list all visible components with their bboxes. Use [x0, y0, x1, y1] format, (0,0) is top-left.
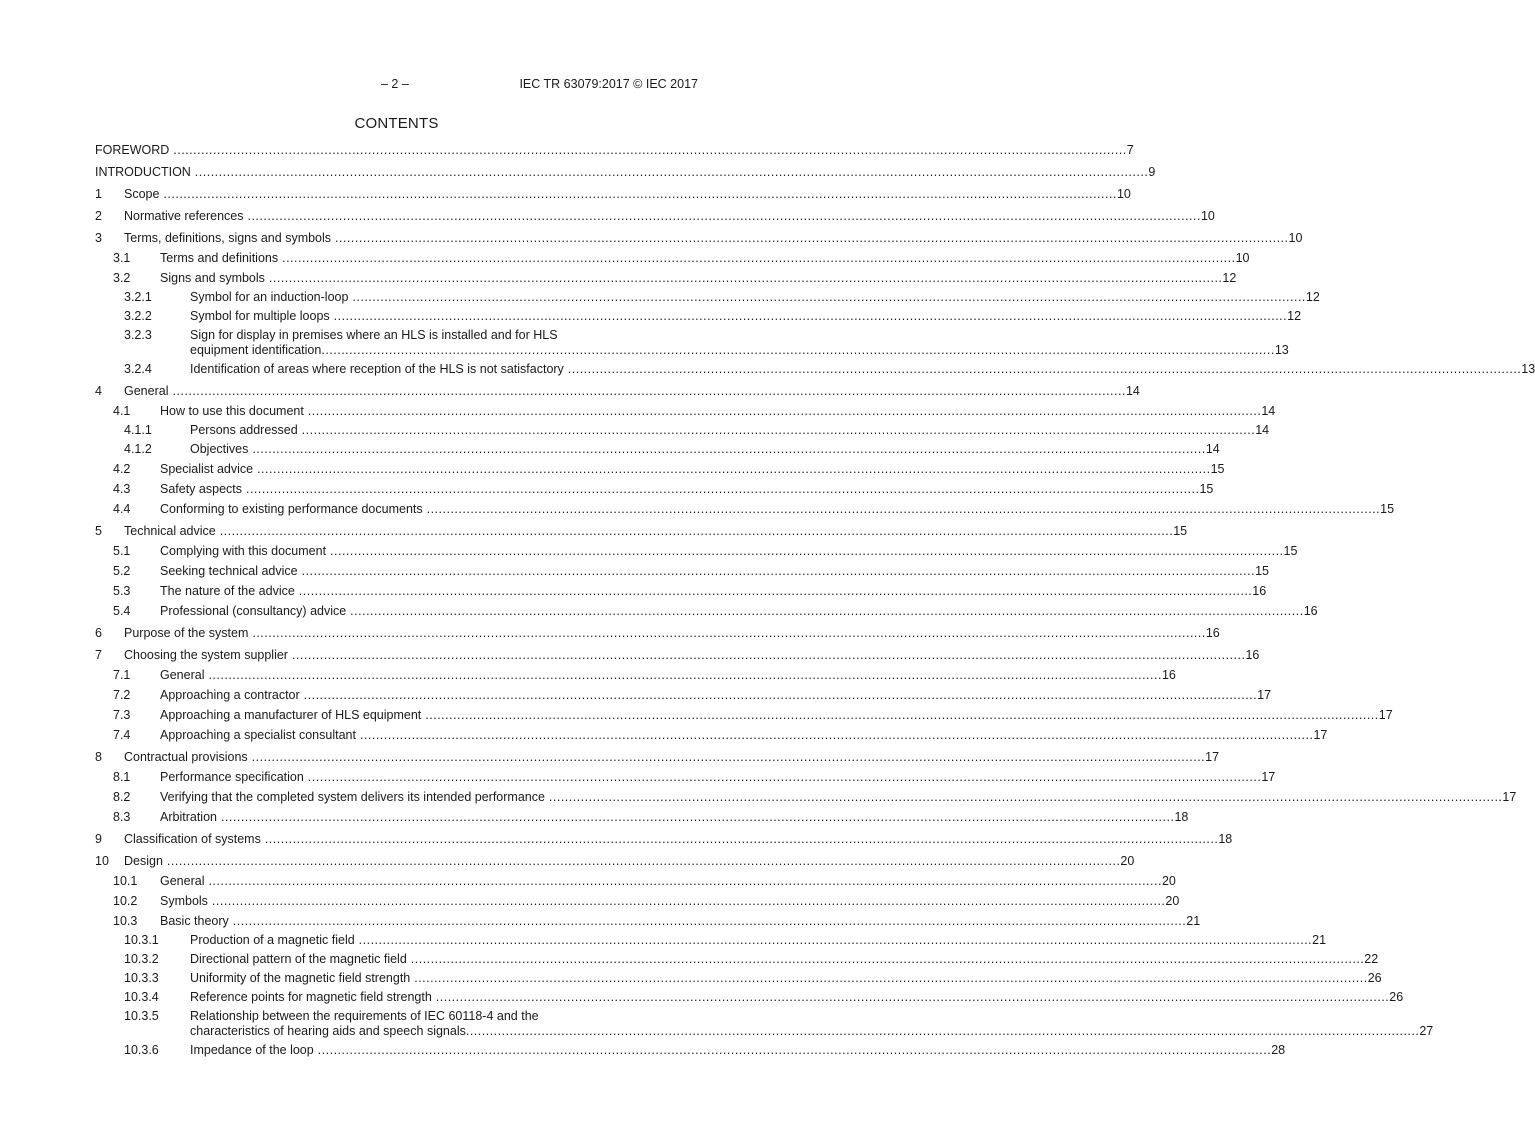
toc-entry-number: 10.3.3 [124, 971, 159, 985]
toc-entry[interactable] [95, 894, 1180, 909]
toc-entry-title[interactable] [190, 328, 1275, 358]
toc-entry-number: 7 [95, 648, 102, 662]
toc-entry[interactable] [95, 832, 1233, 847]
toc-entry-page: 27 [1419, 1024, 1434, 1038]
toc-entry-title-text: Normative references [124, 209, 244, 223]
toc-entry-title-text: Purpose of the system [124, 626, 249, 640]
toc-entry[interactable] [95, 626, 1220, 641]
toc-entry-title-text: Seeking technical advice [160, 564, 298, 578]
toc-entry-page: 17 [1378, 708, 1393, 722]
page-title: CONTENTS [354, 115, 439, 132]
toc-entry-title[interactable] [190, 971, 1368, 986]
toc-entry-title-text: Professional (consultancy) advice [160, 604, 347, 618]
toc-entry-number: 4 [95, 384, 102, 398]
toc-entry-title-text: Safety aspects [160, 482, 242, 496]
toc-entry-page: 26 [1389, 990, 1404, 1004]
toc-entry[interactable] [95, 209, 1215, 224]
toc-entry-number: 6 [95, 626, 102, 640]
toc-entry-title[interactable] [160, 894, 1165, 909]
toc-entry-page: 16 [1161, 668, 1176, 682]
toc-entry-title[interactable] [160, 544, 1284, 559]
toc-entry-title-text: Choosing the system supplier [124, 648, 288, 662]
toc-entry-title[interactable] [160, 728, 1313, 743]
toc-entry-page: 14 [1125, 384, 1140, 398]
toc-entry-number: 10.3.5 [124, 1009, 159, 1023]
toc-entry-title[interactable] [95, 143, 1127, 158]
toc-entry-title[interactable] [124, 187, 1117, 202]
toc-entry-number: 10.3.1 [124, 933, 159, 947]
toc-entry-title[interactable] [95, 165, 1148, 180]
toc-entry-title[interactable] [190, 933, 1312, 948]
toc-entry-title[interactable] [160, 688, 1257, 703]
toc-entry-number: 10.3 [113, 914, 138, 928]
toc-entry-number: 3.1 [113, 251, 131, 265]
toc-entry-title-text: Design [124, 854, 163, 868]
toc-entry[interactable] [95, 933, 1327, 948]
toc-entry-number: 10 [95, 854, 109, 868]
toc-entry-number: 10.2 [113, 894, 138, 908]
toc-entry-title-text: Contractual provisions [124, 750, 248, 764]
toc-entry-title-text: Verifying that the completed system delivers its intended performance [160, 790, 545, 804]
toc-entry-page: 17 [1313, 728, 1328, 742]
toc-entry-title[interactable] [190, 290, 1306, 305]
document-id: IEC TR 63079:2017 © IEC 2017 [519, 77, 698, 91]
toc-entry-number: 4.1.2 [124, 442, 152, 456]
toc-entry-number: 5 [95, 524, 102, 538]
toc-entry-page: 15 [1210, 462, 1225, 476]
toc-entry-title[interactable] [190, 1009, 1419, 1039]
toc-entry[interactable] [95, 462, 1225, 477]
toc-entry-page: 10 [1235, 251, 1250, 265]
toc-entry[interactable] [95, 854, 1135, 869]
toc-entry-number: 8.2 [113, 790, 131, 804]
toc-entry[interactable] [95, 728, 1328, 743]
toc-entry-title[interactable] [160, 482, 1199, 497]
toc-entry-number: 9 [95, 832, 102, 846]
toc-entry-page: 15 [1199, 482, 1214, 496]
toc-entry-page: 20 [1120, 854, 1135, 868]
toc-entry-page: 20 [1161, 874, 1176, 888]
toc-entry-title[interactable] [190, 362, 1521, 377]
toc-entry-page: 17 [1261, 770, 1276, 784]
toc-entry-number: 7.2 [113, 688, 131, 702]
toc-entry-page: 14 [1255, 423, 1270, 437]
toc-entry-title[interactable] [160, 668, 1162, 683]
toc-entry-number: 4.4 [113, 502, 131, 516]
toc-entry-page: 17 [1257, 688, 1272, 702]
toc-entry-number: 3 [95, 231, 102, 245]
toc-entry[interactable] [95, 952, 1379, 967]
toc-entry-title-text: Approaching a contractor [160, 688, 300, 702]
toc-entry-title-text: Conforming to existing performance documents [160, 502, 423, 516]
toc-entry-title-text: Identification of areas where reception of the HLS is not satisfactory [190, 362, 564, 376]
toc-entry-title[interactable] [190, 423, 1255, 438]
toc-entry-title[interactable] [124, 524, 1173, 539]
toc-entry[interactable] [95, 648, 1260, 663]
toc-entry-page: 17 [1205, 750, 1220, 764]
toc-entry-number: 3.2.3 [124, 328, 152, 342]
toc-entry[interactable] [95, 328, 1289, 358]
toc-entry-title-text: How to use this document [160, 404, 304, 418]
toc-entry-title-text: Objectives [190, 442, 249, 456]
toc-entry-title-text: Reference points for magnetic field strength [190, 990, 432, 1004]
toc-entry-title-line2: equipment identification [190, 343, 322, 357]
toc-entry-number: 7.4 [113, 728, 131, 742]
toc-entry-page: 12 [1305, 290, 1320, 304]
toc-entry-number: 5.3 [113, 584, 131, 598]
toc-entry-title-text: General [124, 384, 169, 398]
toc-entry-title-text: Technical advice [124, 524, 216, 538]
toc-entry-page: 13 [1274, 343, 1289, 357]
toc-entry-title-line2: characteristics of hearing aids and speech signals [190, 1024, 466, 1038]
toc-entry-number: 8 [95, 750, 102, 764]
toc-entry-title[interactable] [160, 502, 1380, 517]
toc-entry[interactable] [95, 271, 1237, 286]
toc-entry-number: 10.3.4 [124, 990, 159, 1004]
dot-leader [321, 343, 1275, 358]
toc-entry-title-text: Symbols [160, 894, 208, 908]
toc-entry-number: 4.3 [113, 482, 131, 496]
toc-entry-title[interactable] [160, 404, 1261, 419]
toc-entry-page: 12 [1222, 271, 1237, 285]
toc-entry[interactable] [95, 810, 1189, 825]
toc-entry[interactable] [95, 708, 1393, 723]
toc-entry-page: 14 [1205, 442, 1220, 456]
toc-entry-title-text: Symbol for multiple loops [190, 309, 330, 323]
toc-entry-title[interactable] [124, 854, 1120, 869]
toc-entry-page: 12 [1287, 309, 1302, 323]
toc-entry[interactable] [95, 309, 1302, 324]
toc-entry-title[interactable] [124, 626, 1206, 641]
toc-entry-page: 9 [1148, 165, 1156, 179]
toc-entry[interactable] [95, 990, 1404, 1005]
toc-entry[interactable] [95, 502, 1395, 517]
toc-entry-page: 10 [1116, 187, 1131, 201]
toc-entry-title[interactable] [160, 584, 1252, 599]
page-number: – 2 – [381, 77, 409, 91]
toc-entry-page: 10 [1288, 231, 1303, 245]
toc-entry[interactable] [95, 688, 1272, 703]
toc-entry[interactable] [95, 971, 1382, 986]
table-of-contents [95, 143, 1535, 1058]
toc-entry-title-text: Persons addressed [190, 423, 298, 437]
toc-entry-title[interactable] [124, 209, 1201, 224]
toc-entry-page: 26 [1367, 971, 1382, 985]
toc-entry-title-text: Complying with this document [160, 544, 327, 558]
toc-entry-number: 3.2.4 [124, 362, 152, 376]
toc-entry-title-text: FOREWORD [95, 143, 170, 157]
toc-entry-page: 10 [1200, 209, 1215, 223]
toc-entry-title-text: Terms and definitions [160, 251, 279, 265]
toc-entry-title-text: General [160, 874, 205, 888]
toc-entry-title[interactable] [124, 832, 1218, 847]
toc-entry-title-text: Uniformity of the magnetic field strength [190, 971, 411, 985]
toc-entry-number: 5.2 [113, 564, 131, 578]
toc-entry-page: 14 [1261, 404, 1276, 418]
toc-entry[interactable] [95, 584, 1267, 599]
toc-entry[interactable] [95, 187, 1131, 202]
toc-entry[interactable] [95, 404, 1276, 419]
toc-entry-number: 3.2 [113, 271, 131, 285]
dot-leader [466, 1024, 1420, 1039]
toc-entry[interactable] [95, 1043, 1286, 1058]
toc-entry-title-text: Approaching a specialist consultant [160, 728, 356, 742]
toc-entry[interactable] [95, 165, 1156, 180]
toc-entry-title-text: Impedance of the loop [190, 1043, 314, 1057]
toc-entry-page: 15 [1255, 564, 1269, 578]
toc-entry-page: 16 [1205, 626, 1220, 640]
toc-entry-number: 3.2.2 [124, 309, 152, 323]
toc-entry-title[interactable] [160, 564, 1255, 579]
toc-entry-title[interactable] [160, 462, 1211, 477]
toc-entry[interactable] [95, 251, 1250, 266]
toc-entry-number: 4.1.1 [124, 423, 152, 437]
toc-entry-title[interactable] [160, 770, 1261, 785]
toc-entry-number: 7.3 [113, 708, 131, 722]
toc-entry-title[interactable] [124, 648, 1245, 663]
toc-entry-title-line1: Sign for display in premises where an HLS is installed and for HLS [190, 328, 558, 342]
toc-entry-title-text: Scope [124, 187, 160, 201]
toc-entry-title[interactable] [160, 790, 1502, 805]
toc-entry[interactable] [95, 874, 1176, 889]
toc-entry-number: 10.1 [113, 874, 138, 888]
toc-entry-page: 28 [1271, 1043, 1286, 1057]
toc-entry-title-text: Production of a magnetic field [190, 933, 355, 947]
toc-entry[interactable] [95, 544, 1298, 559]
toc-entry-title[interactable] [160, 914, 1186, 929]
toc-entry[interactable] [95, 231, 1303, 246]
toc-entry-number: 2 [95, 209, 102, 223]
toc-entry-number: 8.3 [113, 810, 131, 824]
toc-entry-title[interactable] [124, 750, 1205, 765]
toc-entry-title[interactable] [160, 271, 1222, 286]
toc-entry[interactable] [95, 564, 1269, 579]
toc-entry-page: 15 [1173, 524, 1188, 538]
toc-entry-number: 3.2.1 [124, 290, 152, 304]
toc-entry-page: 18 [1174, 810, 1189, 824]
toc-entry-number: 4.2 [113, 462, 131, 476]
toc-entry[interactable] [95, 750, 1220, 765]
toc-entry[interactable] [95, 524, 1188, 539]
toc-entry-page: 7 [1126, 143, 1134, 157]
toc-entry-page: 16 [1245, 648, 1260, 662]
toc-entry-title[interactable] [190, 309, 1287, 324]
toc-entry-title-text: Signs and symbols [160, 271, 265, 285]
toc-entry-page: 16 [1252, 584, 1267, 598]
toc-entry-title[interactable] [190, 442, 1206, 457]
toc-entry-page: 21 [1312, 933, 1327, 947]
toc-entry[interactable] [95, 790, 1517, 805]
toc-entry-page: 22 [1364, 952, 1379, 966]
toc-entry-title-text: Approaching a manufacturer of HLS equipment [160, 708, 422, 722]
toc-entry-number: 10.3.6 [124, 1043, 159, 1057]
page-header [95, 77, 698, 93]
toc-entry-title[interactable] [190, 952, 1364, 967]
toc-entry-title-text: Arbitration [160, 810, 217, 824]
toc-entry-title[interactable] [160, 604, 1304, 619]
toc-entry-title[interactable] [124, 384, 1126, 399]
toc-entry-title[interactable] [124, 231, 1289, 246]
toc-entry[interactable] [95, 668, 1176, 683]
toc-entry[interactable] [95, 442, 1220, 457]
toc-entry[interactable] [95, 482, 1214, 497]
toc-entry-page: 21 [1186, 914, 1201, 928]
toc-entry-title[interactable] [190, 1043, 1271, 1058]
toc-entry-title-text: General [160, 668, 205, 682]
toc-entry-number: 5.4 [113, 604, 131, 618]
toc-entry-number: 8.1 [113, 770, 131, 784]
toc-entry-title-text: INTRODUCTION [95, 165, 191, 179]
toc-entry-page: 17 [1502, 790, 1517, 804]
toc-entry-page: 15 [1283, 544, 1298, 558]
toc-entry-page: 15 [1380, 502, 1395, 516]
toc-entry-number: 10.3.2 [124, 952, 159, 966]
toc-entry-title-text: Symbol for an induction-loop [190, 290, 349, 304]
toc-entry[interactable] [95, 770, 1276, 785]
toc-entry-page: 13 [1521, 362, 1535, 376]
toc-entry-title-text: Directional pattern of the magnetic field [190, 952, 407, 966]
toc-entry-number: 1 [95, 187, 102, 201]
toc-entry-title-text: The nature of the advice [160, 584, 295, 598]
toc-entry-title[interactable] [190, 990, 1389, 1005]
toc-entry-title-text: Classification of systems [124, 832, 261, 846]
toc-entry-title[interactable] [160, 251, 1236, 266]
toc-entry[interactable] [95, 914, 1201, 929]
toc-entry-number: 7.1 [113, 668, 131, 682]
toc-entry-title[interactable] [160, 708, 1379, 723]
toc-entry[interactable] [95, 604, 1318, 619]
toc-entry-title-line1: Relationship between the requirements of IEC 60118-4 and the [190, 1009, 539, 1023]
toc-entry[interactable] [95, 143, 1134, 158]
toc-entry-page: 16 [1303, 604, 1318, 618]
toc-entry-number: 4.1 [113, 404, 131, 418]
toc-entry-title[interactable] [160, 810, 1174, 825]
toc-entry[interactable] [95, 423, 1270, 438]
toc-entry[interactable] [95, 290, 1320, 305]
toc-entry-title-text: Performance specification [160, 770, 304, 784]
toc-entry-page: 18 [1218, 832, 1233, 846]
toc-entry-title[interactable] [160, 874, 1162, 889]
toc-entry-title-text: Specialist advice [160, 462, 254, 476]
toc-entry-page: 20 [1165, 894, 1180, 908]
toc-entry-title-text: Terms, definitions, signs and symbols [124, 231, 332, 245]
toc-entry[interactable] [95, 362, 1535, 377]
toc-entry-title-text: Basic theory [160, 914, 229, 928]
toc-entry[interactable] [95, 384, 1140, 399]
toc-entry-number: 5.1 [113, 544, 131, 558]
toc-entry[interactable] [95, 1009, 1434, 1039]
